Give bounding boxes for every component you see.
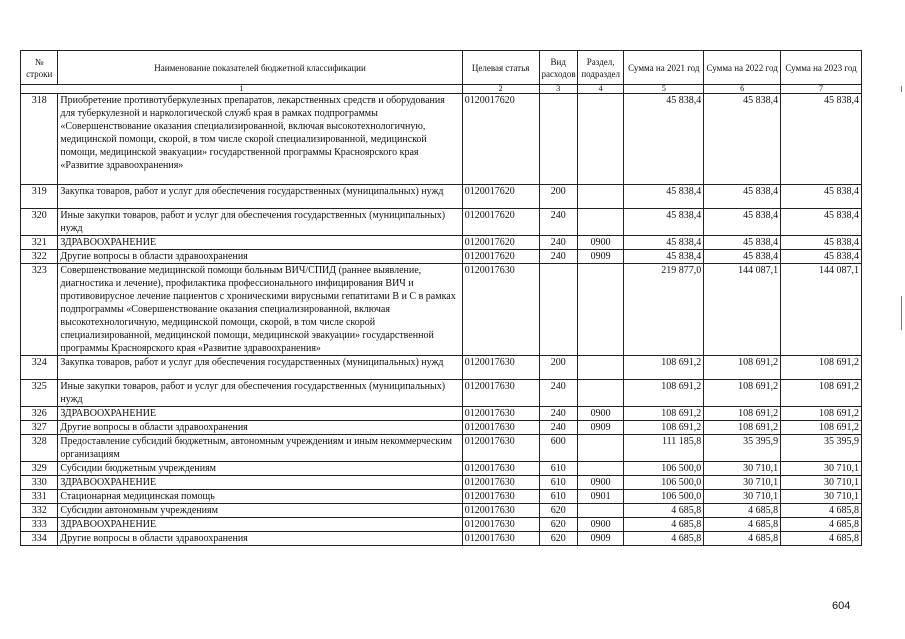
table-row: [21, 264, 862, 356]
indicator-name-cell: Другие вопросы в области здравоохранения: [58, 532, 462, 546]
sum-2022-cell: 45 838,4: [704, 236, 781, 250]
sum-2023-cell: 45 838,4: [781, 250, 862, 264]
sum-2021-cell: 108 691,2: [624, 356, 704, 380]
sum-2022-cell: 45 838,4: [704, 185, 781, 209]
target-article-cell: 0120017630: [462, 356, 539, 380]
header-target-article: Целевая статья: [462, 51, 539, 85]
section-code-cell: 0900: [577, 407, 623, 421]
indicator-name-cell: Субсидии автономным учреждениям: [58, 504, 462, 518]
table-row: [21, 421, 862, 435]
table-row: [21, 476, 862, 490]
expense-type-cell: [539, 264, 577, 356]
table-row: [21, 209, 862, 236]
column-number-row: [21, 85, 862, 94]
table-row: [21, 532, 862, 546]
target-article-cell: 0120017630: [462, 435, 539, 462]
target-article-cell: 0120017630: [462, 532, 539, 546]
target-article-cell: 0120017630: [462, 518, 539, 532]
row-number-cell: 326: [21, 407, 58, 421]
sum-2022-cell: 144 087,1: [704, 264, 781, 356]
section-code-cell: 0909: [577, 250, 623, 264]
sum-2023-cell: 30 710,1: [781, 462, 862, 476]
sum-2022-cell: 4 685,8: [704, 518, 781, 532]
target-article-cell: 0120017620: [462, 209, 539, 236]
expense-type-cell: 240: [539, 209, 577, 236]
sum-2022-cell: 108 691,2: [704, 380, 781, 407]
sum-2023-cell: 45 838,4: [781, 185, 862, 209]
row-number-cell: 327: [21, 421, 58, 435]
target-article-cell: 0120017620: [462, 250, 539, 264]
header-sum-2023: Сумма на 2023 год: [781, 51, 862, 85]
indicator-name-cell: Закупка товаров, работ и услуг для обеспечения государственных (муниципальных) нужд: [58, 185, 462, 209]
target-article-cell: 0120017620: [462, 236, 539, 250]
target-article-cell: 0120017630: [462, 476, 539, 490]
sum-2022-cell: 108 691,2: [704, 407, 781, 421]
section-code-cell: 0909: [577, 421, 623, 435]
sum-2023-cell: 144 087,1: [781, 264, 862, 356]
scan-artifact-mark: [901, 86, 902, 92]
sum-2023-cell: 4 685,8: [781, 532, 862, 546]
table-row: [21, 435, 862, 462]
row-number-cell: 329: [21, 462, 58, 476]
column-number: 4: [577, 85, 623, 94]
sum-2021-cell: 4 685,8: [624, 504, 704, 518]
indicator-name-cell: Приобретение противотуберкулезных препаратов, лекарственных средств и оборудования для туберкулезной и наркологической служб края в рамках подпрограммы «Совершенствование оказания специализированной, включая высокотехнологичную, медицинской помощи, скорой, в том числе скорой специализированной, медицинской помощи, медицинской эвакуации» государственной программы Красноярского края «Развитие здравоохранения»: [58, 94, 462, 185]
indicator-name-cell: ЗДРАВООХРАНЕНИЕ: [58, 518, 462, 532]
header-sum-2022: Сумма на 2022 год: [704, 51, 781, 85]
table-row: [21, 250, 862, 264]
expense-type-cell: 610: [539, 490, 577, 504]
indicator-name-cell: Другие вопросы в области здравоохранения: [58, 250, 462, 264]
target-article-cell: 0120017630: [462, 504, 539, 518]
section-code-cell: 0900: [577, 236, 623, 250]
indicator-name-cell: Другие вопросы в области здравоохранения: [58, 421, 462, 435]
row-number-cell: 322: [21, 250, 58, 264]
sum-2023-cell: 108 691,2: [781, 407, 862, 421]
sum-2022-cell: 30 710,1: [704, 490, 781, 504]
expense-type-cell: 240: [539, 407, 577, 421]
sum-2021-cell: 108 691,2: [624, 421, 704, 435]
sum-2023-cell: 45 838,4: [781, 236, 862, 250]
sum-2021-cell: 45 838,4: [624, 236, 704, 250]
indicator-name-cell: Закупка товаров, работ и услуг для обеспечения государственных (муниципальных) нужд: [58, 356, 462, 380]
sum-2022-cell: 4 685,8: [704, 532, 781, 546]
scan-artifact-mark: [901, 296, 902, 330]
expense-type-cell: 610: [539, 462, 577, 476]
header-sum-2021: Сумма на 2021 год: [624, 51, 704, 85]
sum-2021-cell: 219 877,0: [624, 264, 704, 356]
indicator-name-cell: Стационарная медицинская помощь: [58, 490, 462, 504]
table-row: [21, 490, 862, 504]
row-number-cell: 321: [21, 236, 58, 250]
column-number: 2: [462, 85, 539, 94]
sum-2023-cell: 108 691,2: [781, 421, 862, 435]
row-number-cell: 318: [21, 94, 58, 185]
expense-type-cell: [539, 94, 577, 185]
column-number: 3: [539, 85, 577, 94]
section-code-cell: 0909: [577, 532, 623, 546]
expense-type-cell: 240: [539, 250, 577, 264]
indicator-name-cell: Иные закупки товаров, работ и услуг для обеспечения государственных (муниципальных) нужд: [58, 380, 462, 407]
sum-2023-cell: 45 838,4: [781, 209, 862, 236]
table-row: [21, 518, 862, 532]
target-article-cell: 0120017630: [462, 490, 539, 504]
table-row: [21, 185, 862, 209]
expense-type-cell: 200: [539, 356, 577, 380]
target-article-cell: 0120017620: [462, 94, 539, 185]
section-code-cell: [577, 435, 623, 462]
column-number: 1: [21, 85, 463, 94]
row-number-cell: 319: [21, 185, 58, 209]
expense-type-cell: 610: [539, 476, 577, 490]
header-row-number: № строки: [21, 51, 58, 85]
row-number-cell: 331: [21, 490, 58, 504]
target-article-cell: 0120017630: [462, 421, 539, 435]
indicator-name-cell: ЗДРАВООХРАНЕНИЕ: [58, 407, 462, 421]
section-code-cell: 0901: [577, 490, 623, 504]
sum-2023-cell: 30 710,1: [781, 476, 862, 490]
header-section: Раздел, подраздел: [577, 51, 623, 85]
target-article-cell: 0120017630: [462, 407, 539, 421]
sum-2021-cell: 4 685,8: [624, 518, 704, 532]
column-number: 6: [704, 85, 781, 94]
indicator-name-cell: Предоставление субсидий бюджетным, автономным учреждениям и иным некоммерческим организациям: [58, 435, 462, 462]
sum-2021-cell: 108 691,2: [624, 407, 704, 421]
table-row: [21, 356, 862, 380]
row-number-cell: 323: [21, 264, 58, 356]
section-code-cell: [577, 94, 623, 185]
indicator-name-cell: ЗДРАВООХРАНЕНИЕ: [58, 476, 462, 490]
sum-2022-cell: 30 710,1: [704, 476, 781, 490]
sum-2021-cell: 106 500,0: [624, 490, 704, 504]
expense-type-cell: 620: [539, 504, 577, 518]
sum-2022-cell: 45 838,4: [704, 250, 781, 264]
table-row: [21, 94, 862, 185]
row-number-cell: 333: [21, 518, 58, 532]
sum-2021-cell: 45 838,4: [624, 185, 704, 209]
target-article-cell: 0120017620: [462, 185, 539, 209]
sum-2022-cell: 45 838,4: [704, 209, 781, 236]
sum-2022-cell: 108 691,2: [704, 421, 781, 435]
sum-2021-cell: 106 500,0: [624, 462, 704, 476]
table-row: [21, 236, 862, 250]
expense-type-cell: 620: [539, 532, 577, 546]
row-number-cell: 330: [21, 476, 58, 490]
section-code-cell: [577, 504, 623, 518]
sum-2023-cell: 45 838,4: [781, 94, 862, 185]
sum-2023-cell: 4 685,8: [781, 504, 862, 518]
expense-type-cell: 600: [539, 435, 577, 462]
row-number-cell: 328: [21, 435, 58, 462]
sum-2023-cell: 35 395,9: [781, 435, 862, 462]
target-article-cell: 0120017630: [462, 264, 539, 356]
indicator-name-cell: Совершенствование медицинской помощи больным ВИЧ/СПИД (раннее выявление, диагностика и лечение), профилактика профессионального инфицирования ВИЧ и противовирусное лечение пациентов с хроническими вирусными гепатитами В и С в рамках подпрограммы «Совершенствование оказания специализированной, включая высокотехнологичную, медицинской помощи, скорой, в том числе скорой специализированной, медицинской помощи, медицинской эвакуации» государственной программы Красноярского края «Развитие здравоохранения»: [58, 264, 462, 356]
table-row: [21, 462, 862, 476]
row-number-cell: 324: [21, 356, 58, 380]
section-code-cell: 0900: [577, 476, 623, 490]
sum-2023-cell: 108 691,2: [781, 356, 862, 380]
column-number: 7: [781, 85, 862, 94]
indicator-name-cell: Субсидии бюджетным учреждениям: [58, 462, 462, 476]
section-code-cell: 0900: [577, 518, 623, 532]
sum-2023-cell: 108 691,2: [781, 380, 862, 407]
sum-2021-cell: 108 691,2: [624, 380, 704, 407]
sum-2021-cell: 45 838,4: [624, 209, 704, 236]
target-article-cell: 0120017630: [462, 462, 539, 476]
target-article-cell: 0120017630: [462, 380, 539, 407]
expense-type-cell: 240: [539, 236, 577, 250]
header-expense-type: Вид расходов: [539, 51, 577, 85]
table-row: [21, 380, 862, 407]
indicator-name-cell: Иные закупки товаров, работ и услуг для обеспечения государственных (муниципальных) нужд: [58, 209, 462, 236]
section-code-cell: [577, 209, 623, 236]
table-header-row: [21, 51, 862, 85]
section-code-cell: [577, 356, 623, 380]
budget-table: [20, 50, 862, 546]
sum-2022-cell: 4 685,8: [704, 504, 781, 518]
row-number-cell: 334: [21, 532, 58, 546]
table-row: [21, 407, 862, 421]
section-code-cell: [577, 185, 623, 209]
table-row: [21, 504, 862, 518]
sum-2021-cell: 45 838,4: [624, 250, 704, 264]
section-code-cell: [577, 264, 623, 356]
section-code-cell: [577, 380, 623, 407]
column-number: 5: [624, 85, 704, 94]
row-number-cell: 332: [21, 504, 58, 518]
sum-2021-cell: 4 685,8: [624, 532, 704, 546]
sum-2022-cell: 35 395,9: [704, 435, 781, 462]
expense-type-cell: 240: [539, 380, 577, 407]
section-code-cell: [577, 462, 623, 476]
expense-type-cell: 240: [539, 421, 577, 435]
expense-type-cell: 620: [539, 518, 577, 532]
sum-2022-cell: 108 691,2: [704, 356, 781, 380]
sum-2023-cell: 30 710,1: [781, 490, 862, 504]
sum-2022-cell: 30 710,1: [704, 462, 781, 476]
row-number-cell: 325: [21, 380, 58, 407]
sum-2021-cell: 106 500,0: [624, 476, 704, 490]
expense-type-cell: 200: [539, 185, 577, 209]
sum-2021-cell: 111 185,8: [624, 435, 704, 462]
sum-2022-cell: 45 838,4: [704, 94, 781, 185]
header-indicator-name: Наименование показателей бюджетной классификации: [58, 51, 462, 85]
sum-2023-cell: 4 685,8: [781, 518, 862, 532]
page-number: 604: [832, 600, 851, 612]
indicator-name-cell: ЗДРАВООХРАНЕНИЕ: [58, 236, 462, 250]
row-number-cell: 320: [21, 209, 58, 236]
sum-2021-cell: 45 838,4: [624, 94, 704, 185]
